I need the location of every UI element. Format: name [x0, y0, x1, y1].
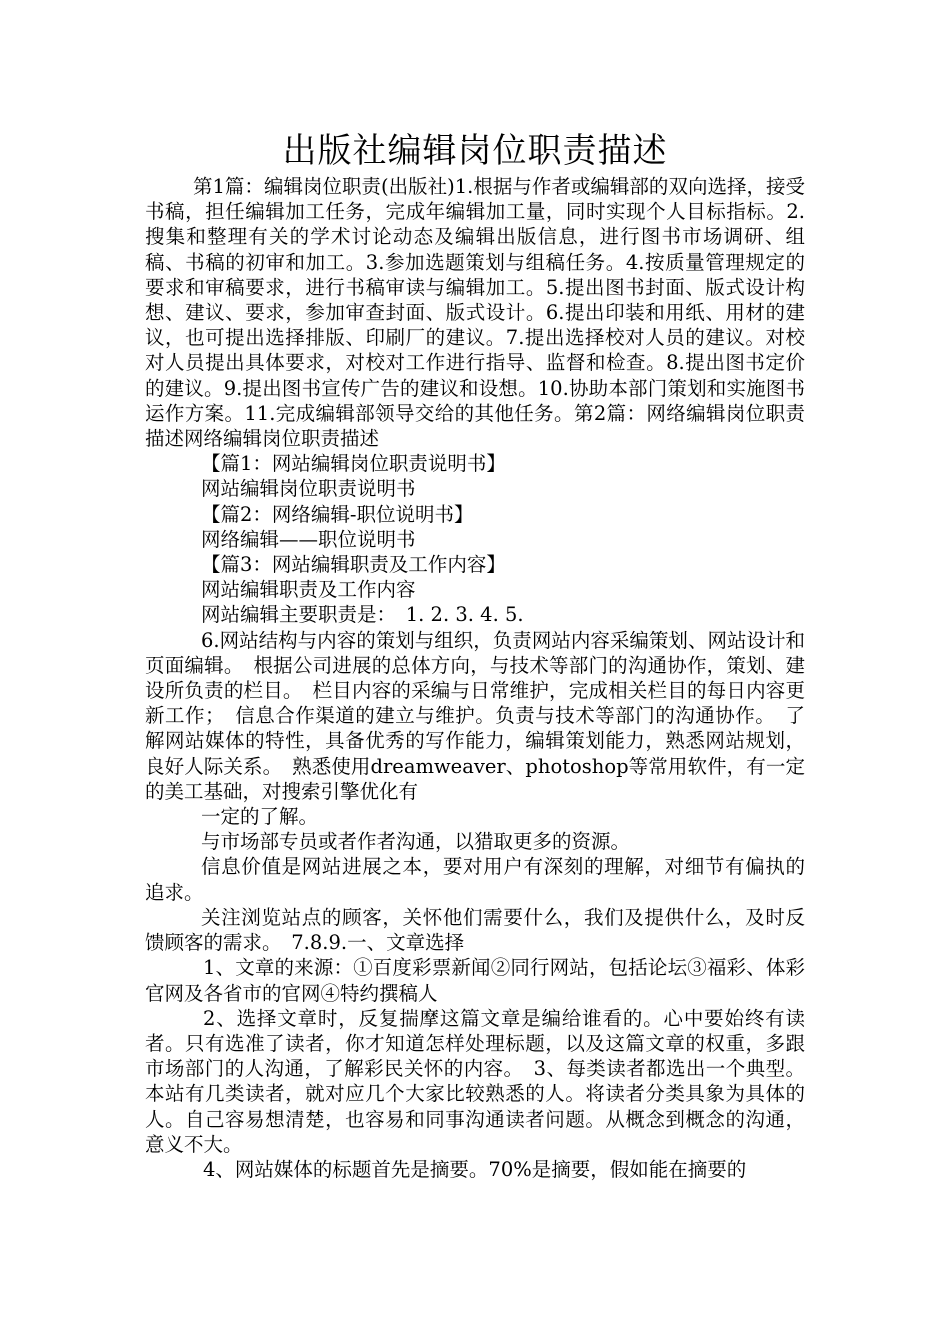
paragraph-11: 与市场部专员或者作者沟通，以猎取更多的资源。 [201, 830, 631, 854]
paragraph-6: 【篇3：网站编辑职责及工作内容】 [201, 553, 506, 577]
paragraph-3: 网站编辑岗位职责说明书 [201, 477, 416, 501]
paragraph-16: 4、网站媒体的标题首先是摘要。70%是摘要，假如能在摘要的 [203, 1157, 747, 1181]
paragraph-7: 网站编辑职责及工作内容 [201, 578, 416, 602]
paragraph-8: 网站编辑主要职责是： 1. 2. 3. 4. 5. [201, 603, 524, 627]
paragraph-10: 一定的了解。 [201, 805, 319, 829]
paragraph-1: 第1篇：编辑岗位职责(出版社)1.根据与作者或编辑部的双向选择，接受书稿，担任编辑加工任务，完成年编辑加工量，同时实现个人目标指标。2.搜集和整理有关的学术讨论动态及编辑出版信息，进行图书市场调研、组稿、书稿的初审和加工。3.参加选题策划与组稿任务。4.按质量管理规定的要求和审稿要求，进行书稿审读与编辑加工。5.提出图书封面、版式设计构想、建议、要求，参加审查封面、版式设计。6.提出印装和用纸、用材的建议，也可提出选择排版、印刷厂的建议。7.提出选择校对人员的建议。对校对人员提出具体要求，对校对工作进行指导、监督和检查。8.提出图书定价的建议。9.提出图书宣传广告的建议和设想。10.协助本部门策划和实施图书运作方案。11.完成编辑部领导交给的其他任务。第2篇：网络编辑岗位职责描述网络编辑岗位职责描述 [145, 175, 805, 451]
paragraph-9: 6.网站结构与内容的策划与组织，负责网站内容采编策划、网站设计和页面编辑。 根据公司进展的总体方向，与技术等部门的沟通协作，策划、建设所负责的栏目。 栏目内容的采编与日常维护，完成相关栏目的每日内容更新工作； 信息合作渠道的建立与维护。负责与技术等部门的沟通协作。 了解网站媒体的特性，具备优秀的写作能力，编辑策划能力，熟悉网站规划，良好人际关系。 熟悉使用dreamweaver、photoshop等常用软件，有一定的美工基础，对搜索引擎优化有 [145, 628, 805, 803]
document-body [145, 174, 805, 1182]
paragraph-13: 关注浏览站点的顾客，关怀他们需要什么，我们及提供什么，及时反馈顾客的需求。 7.8.9.一、文章选择 [145, 905, 805, 955]
paragraph-15: 2、选择文章时，反复揣摩这篇文章是编给谁看的。心中要始终有读者。只有选准了读者，你才知道怎样处理标题，以及这篇文章的权重，多跟市场部门的人沟通，了解彩民关怀的内容。 3、每类读者都选出一个典型。本站有几类读者，就对应几个大家比较熟悉的人。将读者分类具象为具体的人。自己容易想清楚，也容易和同事沟通读者问题。从概念到概念的沟通，意义不大。 [145, 1006, 805, 1156]
page-title: 出版社编辑岗位职责描述 [282, 131, 668, 171]
paragraph-2: 【篇1：网站编辑岗位职责说明书】 [201, 452, 506, 476]
paragraph-4: 【篇2：网络编辑-职位说明书】 [201, 502, 474, 526]
paragraph-14: 1、文章的来源：①百度彩票新闻②同行网站，包括论坛③福彩、体彩官网及各省市的官网④特约撰稿人 [145, 956, 805, 1005]
paragraph-5: 网络编辑——职位说明书 [201, 527, 416, 551]
paragraph-12: 信息价值是网站进展之本，要对用户有深刻的理解，对细节有偏执的追求。 [145, 855, 805, 904]
